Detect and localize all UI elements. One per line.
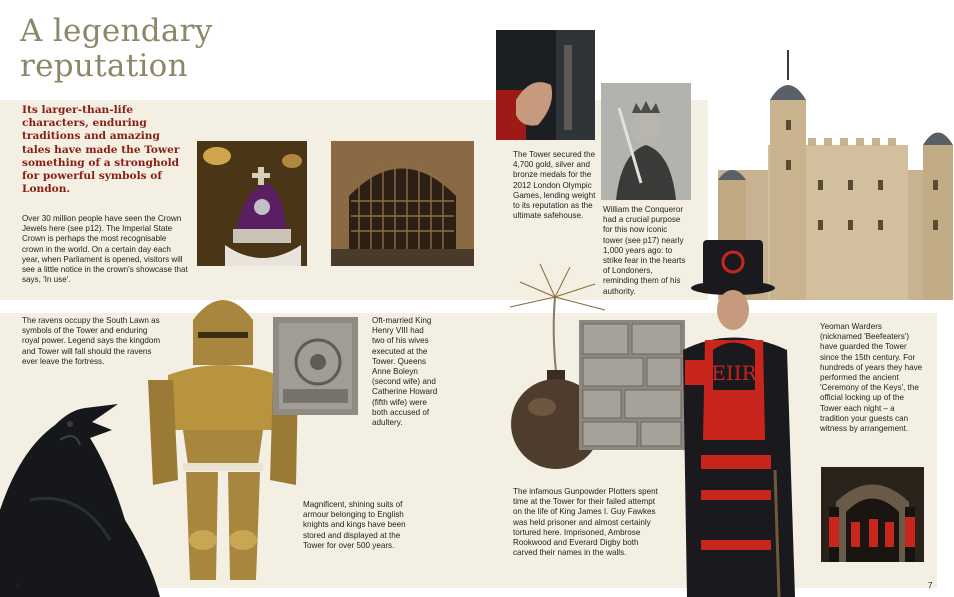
- prisoner-graffiti-wall-photo: [579, 320, 685, 450]
- title-line-2: reputation: [20, 48, 188, 84]
- traitors-gate-photo: [331, 141, 474, 266]
- page-number-left: 6: [16, 581, 21, 590]
- page-title: [20, 14, 213, 84]
- imperial-state-crown-photo: [197, 141, 307, 266]
- title-line-1: A legendary: [20, 13, 213, 49]
- william-the-conqueror-portrait: [601, 83, 691, 200]
- intro-text: Its larger-than-life characters, enduring traditions and amazing tales have made the Tower something of a stronghold for powerful symbols of London.: [22, 104, 180, 196]
- yeoman-warders-caption: Yeoman Warders (nicknamed 'Beefeaters') have guarded the Tower since the 15th century. For hundreds of years they have performed the ancient 'Ceremony of the Keys', the official locking up of the Tower each night – a tradition your guests can witness by arrangement.: [820, 322, 923, 434]
- ceremony-of-the-keys-photo: [821, 467, 924, 562]
- olympic-medals-caption: The Tower secured the 4,700 gold, silver and bronze medals for the 2012 London Olympic Games, lending weight to its reputation as the ultimate safehouse.: [513, 150, 596, 221]
- carved-stone-photo: [273, 317, 358, 415]
- gunpowder-plot-caption: The infamous Gunpowder Plotters spent time at the Tower for their failed attempt on the life of King James I. Guy Fawkes was held prisoner and almost certainly tortured here. Imprisoned, Ambrose Rookwood and Everard Digby both carved their names in the walls.: [513, 487, 658, 558]
- eiir-badge: EIIR: [711, 361, 757, 385]
- henry-viii-caption: Oft-married King Henry VIII had two of his wives executed at the Tower. Queens Anne Boleyn (second wife) and Catherine Howard (fifth wife) were both accused of adultery.: [372, 316, 438, 428]
- william-the-conqueror-caption: William the Conqueror had a crucial purpose for this now iconic tower (see p17) nearly 1,000 years ago: to strike fear in the hearts of Londoners, reminding them of his authority.: [603, 205, 686, 296]
- ravens-caption: The ravens occupy the South Lawn as symbols of the Tower and enduring royal power. Legend says the kingdom and Tower will fall should the ravens ever leave the fortress.: [22, 316, 161, 366]
- yeoman-warder-photo: [675, 240, 815, 597]
- crown-jewels-caption: Over 30 million people have seen the Crown Jewels here (see p12). The Imperial State Crown is perhaps the most recognisable crown in the world. On a certain day each year, when Parliament is opened, visitors will see a little notice in the crown's showcase that says, 'In use'.: [22, 214, 188, 285]
- armour-caption: Magnificent, shining suits of armour belonging to English knights and kings have been stored and displayed at the Tower for over 500 years.: [303, 500, 406, 550]
- page-number-right: 7: [928, 581, 933, 590]
- hand-with-key-photo: [496, 30, 595, 140]
